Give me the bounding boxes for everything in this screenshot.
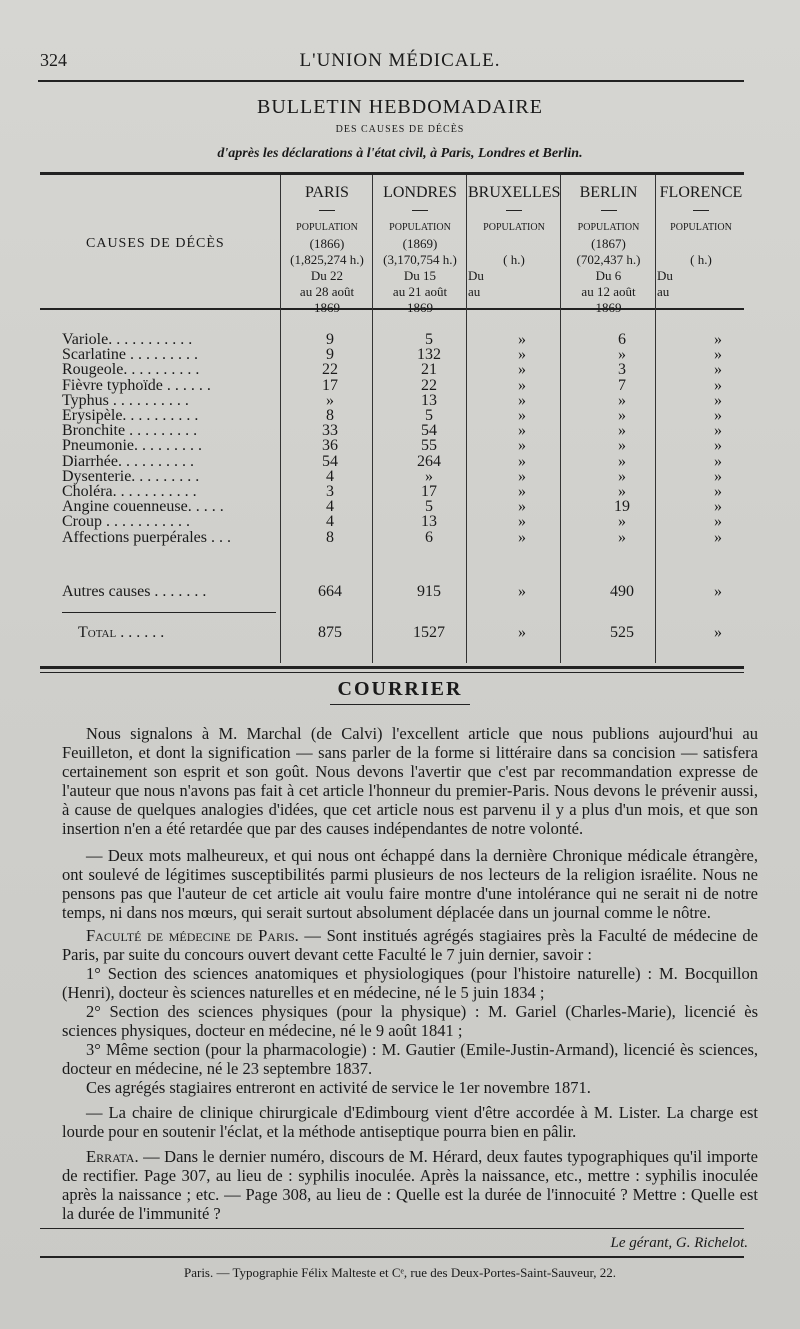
city-date-line2: au 12 août bbox=[581, 284, 636, 299]
causes-header: CAUSES DE DÉCÈS bbox=[86, 236, 225, 251]
city-date-line3 bbox=[468, 300, 560, 316]
cell-value: 7 bbox=[618, 376, 626, 394]
cell-value: 915 bbox=[417, 583, 441, 600]
cell-value: » bbox=[714, 467, 722, 485]
city-year: (1867) bbox=[591, 236, 626, 251]
courrier-body bbox=[62, 724, 758, 1223]
city-date-line3: 1869 bbox=[595, 300, 622, 315]
cell-value: » bbox=[618, 422, 626, 440]
city-date-line2: au 28 août bbox=[299, 284, 355, 299]
cell-value: » bbox=[518, 437, 526, 455]
cause-label: Total . . . . . . bbox=[78, 624, 165, 641]
city-population bbox=[657, 220, 745, 316]
city-date-line1: Du 6 bbox=[595, 268, 622, 283]
cell-value: 36 bbox=[322, 437, 338, 455]
errata-lead: Errata. bbox=[86, 1147, 139, 1166]
cell-value: » bbox=[518, 452, 526, 470]
cell-value: » bbox=[714, 528, 722, 546]
journal-title: L'UNION MÉDICALE. bbox=[299, 50, 501, 71]
cell-value: 3 bbox=[618, 361, 626, 379]
cause-label: Croup . . . . . . . . . . . bbox=[62, 513, 190, 531]
cell-value: » bbox=[714, 376, 722, 394]
cell-value: » bbox=[714, 513, 722, 531]
cell-value: » bbox=[714, 583, 722, 600]
paragraph-2: — Deux mots malheureux, et qui nous ont échappé dans la dernière Chronique médicale étrangère, ont soulevé de légitimes susceptibilités parmi plusieurs de nos lecteurs de la religion israélite. Nous ne pensons pas que l'auteur de cet article ait voulu faire montre d'une intolérance qui ne serait ni de notre temps, ni dans nos mœurs, qui serait surtout absolument déplacée dans un journal comme le nôtre. bbox=[62, 846, 758, 922]
city-population bbox=[468, 220, 560, 316]
cell-value: 8 bbox=[326, 528, 334, 546]
city-date-line1: Du 22 bbox=[310, 268, 344, 283]
city-date-line2: au 21 août bbox=[392, 284, 448, 299]
cell-value: 19 bbox=[614, 498, 630, 516]
cell-value: » bbox=[618, 407, 626, 424]
city-name: PARIS bbox=[305, 184, 349, 201]
cell-value: 490 bbox=[610, 583, 634, 600]
cell-value: 264 bbox=[417, 452, 441, 470]
cause-label: Affections puerpérales . . . bbox=[62, 528, 231, 546]
cell-value: » bbox=[618, 437, 626, 455]
cell-value: 4 bbox=[326, 467, 334, 485]
city-population bbox=[562, 220, 655, 316]
cell-value: » bbox=[425, 467, 433, 485]
paragraph-5: 2° Section des sciences physiques (pour la physique) : M. Gariel (Charles-Marie), licencié ès sciences physiques, docteur en médecine, né le 9 août 1841 ; bbox=[62, 1002, 758, 1040]
cell-value: » bbox=[714, 624, 722, 641]
cell-value: 54 bbox=[421, 422, 437, 440]
cell-value: » bbox=[518, 331, 526, 348]
city-year bbox=[468, 236, 560, 252]
page-number: 324 bbox=[40, 50, 67, 70]
city-population: (1,825,274 h.) bbox=[290, 252, 364, 267]
cell-value: » bbox=[518, 583, 526, 600]
city-date-line2: au bbox=[468, 284, 481, 299]
cell-value: » bbox=[518, 498, 526, 516]
paragraph-6: 3° Même section (pour la pharmacologie) : M. Gautier (Emile-Justin-Armand), licencié ès sciences, docteur en médecine, né le 23 septembre 1837. bbox=[62, 1040, 758, 1078]
cell-value: » bbox=[618, 513, 626, 531]
city-year: (1869) bbox=[402, 236, 438, 251]
cell-value: 525 bbox=[610, 624, 634, 641]
city-date-line3: 1869 bbox=[407, 300, 433, 315]
bulletin-subtitle: DES CAUSES DE DÉCÈS bbox=[335, 124, 465, 135]
city-population-label: POPULATION bbox=[670, 222, 732, 233]
paragraph-8: — La chaire de clinique chirurgicale d'Edimbourg vient d'être accordée à M. Lister. La charge est lourde pour en soutenir l'éclat, et la méthode antiseptique pourra bien en pâlir. bbox=[62, 1103, 758, 1141]
cell-value: » bbox=[714, 346, 722, 364]
cell-value: » bbox=[518, 513, 526, 531]
cause-label: Erysipèle. . . . . . . . . . bbox=[62, 407, 199, 424]
cell-value: 3 bbox=[326, 483, 334, 500]
cause-label: Autres causes . . . . . . . bbox=[62, 583, 207, 600]
cell-value: » bbox=[618, 452, 626, 470]
cause-label: Angine couenneuse. . . . . bbox=[62, 498, 224, 516]
cell-value: 22 bbox=[322, 361, 338, 379]
cell-value: » bbox=[518, 376, 526, 394]
city-year: (1866) bbox=[309, 236, 345, 251]
city-date-line3 bbox=[657, 300, 745, 316]
cell-value: 875 bbox=[318, 624, 342, 641]
city-date-line1: Du bbox=[657, 268, 673, 283]
cell-value: » bbox=[518, 467, 526, 485]
cell-value: » bbox=[518, 391, 526, 409]
cause-label: Typhus . . . . . . . . . . bbox=[62, 391, 189, 409]
cell-value: 6 bbox=[425, 528, 433, 546]
cell-value: 17 bbox=[421, 483, 437, 500]
header-rule bbox=[38, 80, 744, 82]
bulletin-subtitle-2: d'après les déclarations à l'état civil, à Paris, Londres et Berlin. bbox=[217, 146, 583, 161]
cause-label: Pneumonie. . . . . . . . . bbox=[62, 437, 202, 455]
cell-value: » bbox=[618, 528, 626, 546]
table-row-total bbox=[0, 624, 800, 641]
paragraph-4: 1° Section des sciences anatomiques et physiologiques (pour l'histoire naturelle) : M. Bocquillon (Henri), docteur ès sciences naturelles et en médecine, né le 5 juin 1834 ; bbox=[62, 964, 758, 1002]
cell-value: 9 bbox=[326, 331, 334, 348]
faculte-lead: Faculté de médecine de Paris. bbox=[86, 926, 299, 945]
table-bottom-rule bbox=[40, 666, 744, 669]
cause-label: Fièvre typhoïde . . . . . . bbox=[62, 376, 211, 394]
cell-value: 5 bbox=[425, 331, 433, 348]
courrier-title: COURRIER bbox=[337, 678, 463, 700]
cell-value: 9 bbox=[326, 346, 334, 364]
cell-value: » bbox=[714, 391, 722, 409]
cell-value: 5 bbox=[425, 498, 433, 516]
cell-value: » bbox=[714, 452, 722, 470]
table-top-rule bbox=[40, 172, 744, 175]
paragraph-9: Errata. — Dans le dernier numéro, discours de M. Hérard, deux fautes typographiques qu'il importe de rectifier. Page 307, au lieu de : syphilis inoculée. Après la naissance, etc., mettre : syphilis inoculée après la naissance ; etc. — Page 308, au lieu de : Quelle est la durée de l'innocuité ? Mettre : Quelle est la durée de l'immunité ? bbox=[62, 1147, 758, 1223]
cell-value: 33 bbox=[322, 422, 338, 440]
cell-value: 5 bbox=[425, 407, 433, 424]
city-population bbox=[374, 220, 466, 316]
paragraph-3: Faculté de médecine de Paris. — Sont institués agrégés stagiaires près la Faculté de médecine de Paris, par suite du concours ouvert devant cette Faculté le 7 juin dernier, savoir : bbox=[62, 926, 758, 964]
city-population: ( h.) bbox=[690, 252, 712, 267]
cause-label: Choléra. . . . . . . . . . . bbox=[62, 483, 197, 500]
cell-value: 13 bbox=[421, 513, 437, 531]
cell-value: 8 bbox=[326, 407, 334, 424]
cell-value: » bbox=[518, 361, 526, 379]
city-population bbox=[282, 220, 372, 316]
city-name: LONDRES bbox=[383, 184, 457, 201]
table-row bbox=[0, 529, 800, 546]
cell-value: » bbox=[618, 391, 626, 409]
cell-value: » bbox=[618, 483, 626, 500]
cell-value: 4 bbox=[326, 513, 334, 531]
city-name: BRUXELLES bbox=[468, 184, 561, 201]
footer-imprint: Paris. — Typographie Félix Malteste et Cᵉ, rue des Deux-Portes-Saint-Sauveur, 22. bbox=[183, 1265, 617, 1280]
cell-value: 4 bbox=[326, 498, 334, 516]
cause-label: Dysenterie. . . . . . . . . bbox=[62, 467, 200, 485]
city-date-line1: Du 15 bbox=[403, 268, 437, 283]
cell-value: » bbox=[518, 346, 526, 364]
city-population-label: POPULATION bbox=[577, 222, 640, 233]
city-population-label: POPULATION bbox=[389, 222, 451, 233]
cell-value: 21 bbox=[421, 361, 437, 379]
table-row-autres bbox=[0, 583, 800, 600]
cause-label: Diarrhée. . . . . . . . . . bbox=[62, 452, 194, 470]
cell-value: 132 bbox=[417, 346, 441, 364]
city-population: (702,437 h.) bbox=[576, 252, 641, 267]
city-population: (3,170,754 h.) bbox=[383, 252, 457, 267]
city-population: ( h.) bbox=[503, 252, 525, 267]
bulletin-title: BULLETIN HEBDOMADAIRE bbox=[257, 96, 543, 118]
cell-value: » bbox=[714, 361, 722, 379]
cell-value: » bbox=[518, 528, 526, 546]
cell-value: » bbox=[326, 391, 334, 409]
city-year bbox=[657, 236, 745, 252]
cell-value: 22 bbox=[421, 376, 437, 394]
cell-value: 17 bbox=[322, 376, 338, 394]
cell-value: » bbox=[518, 483, 526, 500]
city-date-line1: Du bbox=[468, 268, 484, 283]
city-population-label: POPULATION bbox=[483, 222, 545, 233]
cause-label: Scarlatine . . . . . . . . . bbox=[62, 346, 198, 364]
cell-value: » bbox=[714, 483, 722, 500]
city-name: BERLIN bbox=[579, 184, 638, 201]
cell-value: » bbox=[518, 422, 526, 440]
cell-value: » bbox=[518, 407, 526, 424]
cell-value: » bbox=[714, 407, 722, 424]
cell-value: » bbox=[714, 498, 722, 516]
paragraph-7: Ces agrégés stagiaires entreront en activité de service le 1er novembre 1871. bbox=[86, 1078, 591, 1097]
cause-label: Bronchite . . . . . . . . . bbox=[62, 422, 198, 440]
city-population-label: POPULATION bbox=[296, 222, 358, 233]
cell-value: 54 bbox=[322, 452, 338, 470]
cell-value: » bbox=[518, 624, 526, 641]
cell-value: » bbox=[618, 467, 626, 485]
city-date-line3: 1869 bbox=[314, 300, 340, 315]
paragraph-1: Nous signalons à M. Marchal (de Calvi) l'excellent article que nous publions aujourd'hui au Feuilleton, et dont la signification — sans parler de la forme si littéraire dans sa concision — satisfera certainement son esprit et son goût. Nous devons l'avertir que c'est par recommandation expresse de l'auteur que nous n'avons pas fait à cet article l'honneur du premier-Paris. Nous devons le prévenir aussi, à cause de quelques analogies d'idées, que cet article nous est parvenu il y a plus d'un mois, et que son insertion n'en a été retardée que par des causes indépendantes de notre volonté. bbox=[62, 724, 758, 838]
cause-label: Rougeole. . . . . . . . . . bbox=[62, 361, 200, 379]
cell-value: » bbox=[714, 331, 722, 348]
cell-value: 664 bbox=[318, 583, 342, 600]
cell-value: » bbox=[714, 422, 722, 440]
cell-value: » bbox=[618, 346, 626, 364]
cell-value: 55 bbox=[421, 437, 437, 455]
cell-value: 13 bbox=[421, 391, 437, 409]
cell-value: » bbox=[714, 437, 722, 455]
city-name: FLORENCE bbox=[659, 184, 743, 201]
cell-value: 6 bbox=[618, 331, 626, 348]
city-date-line2: au bbox=[657, 284, 670, 299]
cause-label: Variole. . . . . . . . . . . bbox=[62, 331, 193, 348]
signature: Le gérant, G. Richelot. bbox=[610, 1235, 748, 1251]
cell-value: 1527 bbox=[413, 624, 445, 641]
